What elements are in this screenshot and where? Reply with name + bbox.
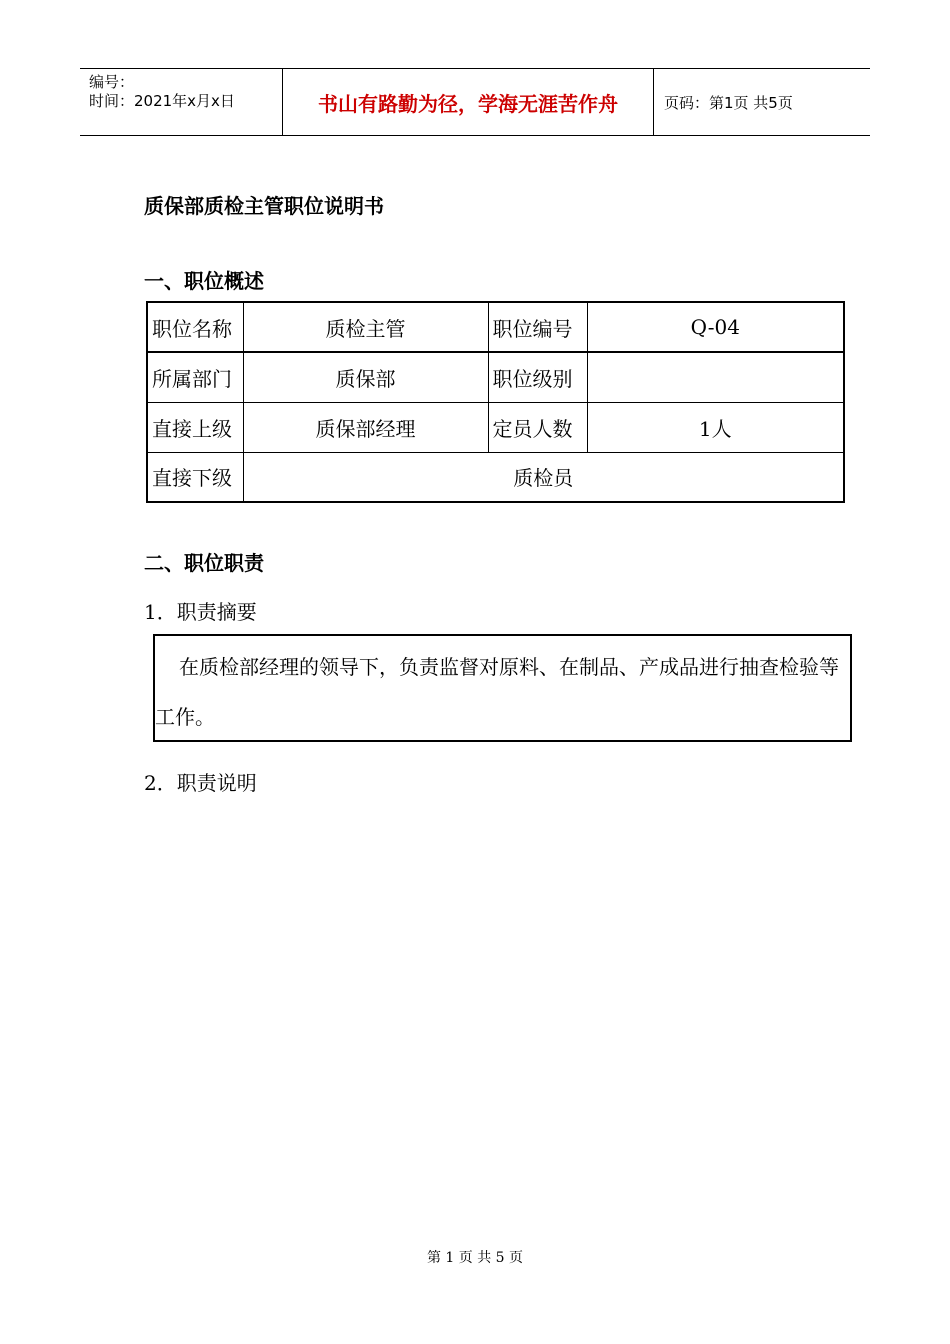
table-label-cell: 职位名称	[147, 302, 243, 352]
table-value-cell: 质保部	[243, 352, 488, 402]
section-heading-duties: 二、职位职责	[144, 551, 264, 575]
duty-summary-box	[153, 634, 852, 742]
table-value-cell: Q-04	[587, 302, 844, 352]
table-row	[147, 452, 844, 502]
document-title: 质保部质检主管职位说明书	[144, 194, 384, 218]
document-header	[80, 68, 870, 136]
table-value-cell: 质检员	[243, 452, 844, 502]
table-row	[147, 352, 844, 402]
table-label-cell: 职位编号	[488, 302, 587, 352]
duty-summary-text: 在质检部经理的领导下，负责监督对原料、在制品、产成品进行抽查检验等工作。	[155, 655, 839, 729]
table-value-cell: 1人	[587, 402, 844, 452]
header-meta	[80, 69, 282, 135]
duty-description-heading: 2．职责说明	[144, 771, 257, 795]
table-value-cell	[587, 352, 844, 402]
table-value-cell: 质检主管	[243, 302, 488, 352]
header-motto: 书山有路勤为径，学海无涯苦作舟	[282, 69, 654, 135]
header-page-info: 页码：第1页 共5页	[664, 93, 793, 112]
table-value-cell: 质保部经理	[243, 402, 488, 452]
position-overview-table	[146, 301, 845, 503]
table-label-cell: 直接下级	[147, 452, 243, 502]
table-label-cell: 所属部门	[147, 352, 243, 402]
table-row	[147, 402, 844, 452]
document-time: 时间：2021年x月x日	[89, 92, 235, 110]
table-label-cell: 职位级别	[488, 352, 587, 402]
table-row	[147, 302, 844, 352]
page-footer: 第 1 页 共 5 页	[426, 1250, 524, 1266]
document-number-label: 编号：	[89, 73, 135, 91]
table-label-cell: 定员人数	[488, 402, 587, 452]
table-label-cell: 直接上级	[147, 402, 243, 452]
duty-summary-heading: 1．职责摘要	[144, 600, 257, 624]
section-heading-overview: 一、职位概述	[144, 269, 264, 293]
